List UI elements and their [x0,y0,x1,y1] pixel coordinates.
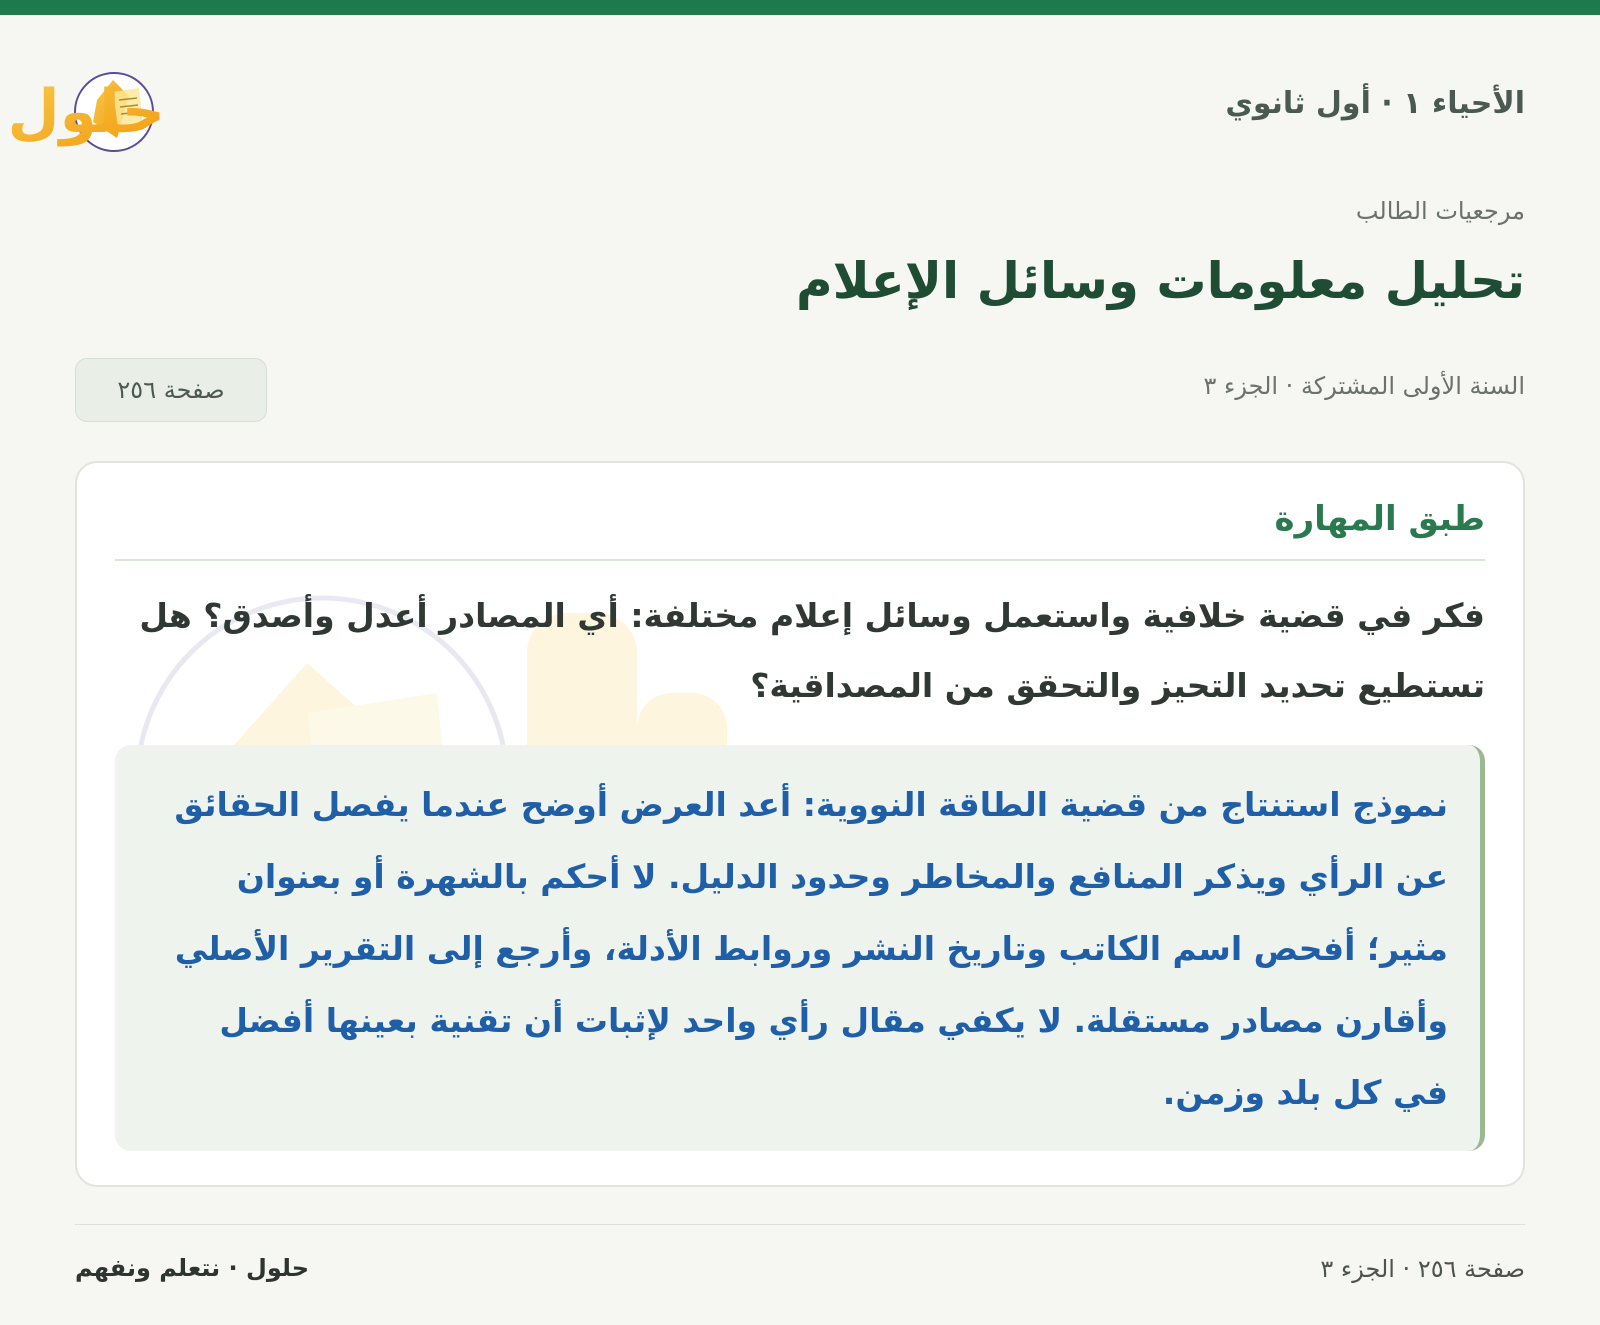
book-meta: السنة الأولى المشتركة · الجزء ٣ [1203,372,1525,400]
question-text: فكر في قضية خلافية واستعمل وسائل إعلام مختلفة: أي المصادر أعدل وأصدق؟ هل تستطيع تحديد التحيز والتحقق من المصداقية؟ [139,596,1485,705]
logo-wordmark: حلول [7,77,165,147]
site-logo[interactable] [7,52,333,162]
page-title: تحليل معلومات وسائل الإعلام [796,252,1525,310]
subject-label: الأحياء ١ · أول ثانوي [1225,86,1525,121]
page-number-badge: صفحة ٢٥٦ [75,358,267,422]
book-emblem-icon [7,52,333,162]
answer-box [115,745,1485,1151]
answer-text: نموذج استنتاج من قضية الطاقة النووية: أعد العرض أوضح عندما يفصل الحقائق عن الرأي ويذكر المنافع والمخاطر وحدود الدليل. لا أحكم بالشهرة أو بعنوان مثير؛ أفحص اسم الكاتب وتاريخ النشر وروابط الأدلة، وأرجع إلى التقرير الأصلي وأقارن مصادر مستقلة. لا يكفي مقال رأي واحد لإثبات أن تقنية بعينها أفضل في كل بلد وزمن. [174,785,1448,1112]
footer-brand: حلول · نتعلم ونفهم [75,1254,309,1282]
skill-card [75,461,1525,1187]
top-accent-bar [0,0,1600,15]
card-divider [115,559,1485,561]
footer-divider [75,1224,1525,1225]
section-overline: مرجعيات الطالب [1355,197,1525,225]
card-heading: طبق المهارة [1274,499,1485,539]
footer-page-info: صفحة ٢٥٦ · الجزء ٣ [1320,1255,1525,1283]
